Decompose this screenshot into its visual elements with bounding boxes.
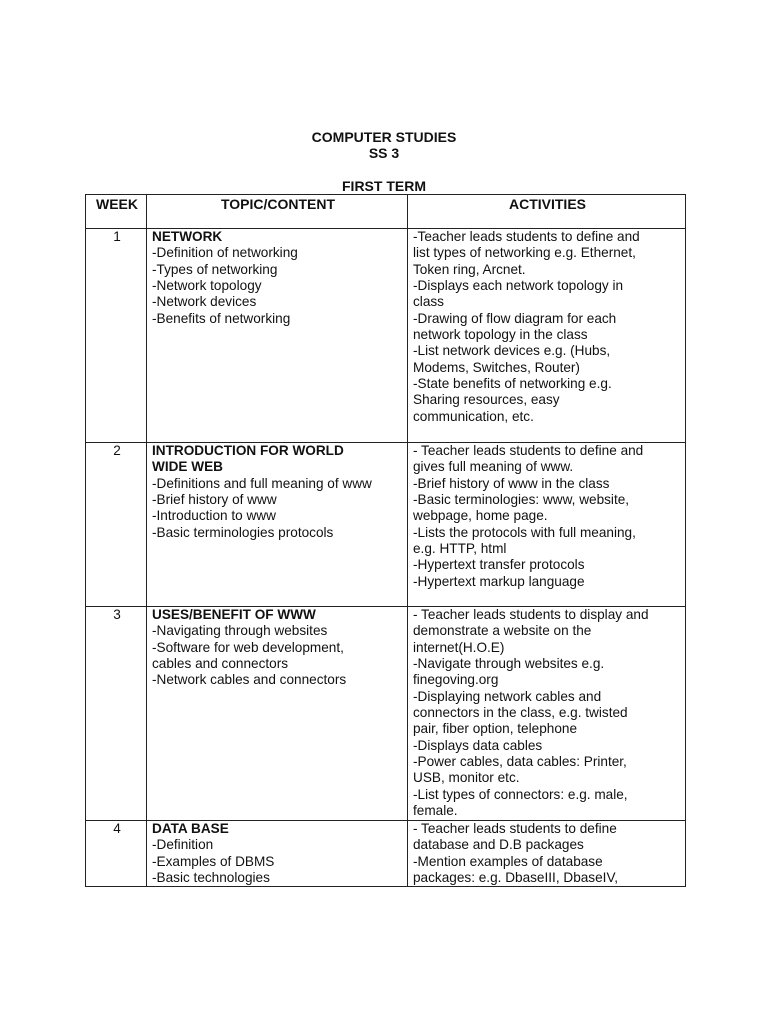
activity-line: -Power cables, data cables: Printer, [413, 754, 627, 770]
topic-line: cables and connectors [152, 656, 289, 672]
table-row [86, 821, 686, 887]
syllabus-table [85, 194, 686, 887]
activity-line: list types of networking e.g. Ethernet, [413, 245, 636, 261]
activity-line: -Brief history of www in the class [413, 475, 610, 491]
activity-line: USB, monitor etc. [413, 770, 520, 786]
activity-line: -Drawing of flow diagram for each [413, 310, 617, 326]
topic-line: -Basic technologies [152, 870, 270, 886]
topic-line: -Brief history of www [152, 492, 277, 508]
week-number: 3 [86, 607, 147, 821]
table-header-row [86, 195, 686, 229]
document-title: COMPUTER STUDIES [311, 129, 457, 145]
activity-line: - Teacher leads students to define and [413, 443, 644, 458]
activity-line: -Mention examples of database [413, 853, 603, 869]
topic-cell [147, 607, 408, 821]
activities-cell [408, 443, 686, 607]
activity-line: -Hypertext markup language [413, 573, 585, 589]
activity-line: Sharing resources, easy [413, 392, 560, 408]
week-number: 4 [86, 821, 147, 887]
activity-line: - Teacher leads students to define [413, 821, 617, 836]
activity-line: -Hypertext transfer protocols [413, 557, 585, 573]
topic-line: -Definition [152, 837, 214, 853]
topic-heading: WIDE WEB [152, 459, 223, 475]
topic-line: -Types of networking [152, 261, 278, 277]
topic-line: -Definitions and full meaning of www [152, 475, 372, 491]
activity-line: packages: e.g. DbaseIII, DbaseIV, [413, 870, 619, 886]
activity-line: demonstrate a website on the [413, 623, 592, 639]
activities-cell [408, 229, 686, 443]
table-row [86, 443, 686, 607]
class-level: SS 3 [368, 145, 400, 161]
topic-line: -Introduction to www [152, 508, 276, 524]
activity-line: internet(H.O.E) [413, 639, 505, 655]
topic-cell [147, 821, 408, 887]
topic-line: -Software for web development, [152, 639, 344, 655]
header-activities: ACTIVITIES [408, 195, 686, 229]
activity-line: -Displaying network cables and [413, 688, 602, 704]
topic-line: -Navigating through websites [152, 623, 328, 639]
activity-line: Modems, Switches, Router) [413, 359, 580, 375]
activity-line: pair, fiber option, telephone [413, 721, 578, 737]
activity-line: -Teacher leads students to define and [413, 229, 640, 244]
activity-line: -Navigate through websites e.g. [413, 656, 605, 672]
activity-line: -Displays each network topology in [413, 278, 624, 294]
activity-line: female. [413, 803, 458, 819]
activity-line: -List types of connectors: e.g. male, [413, 786, 628, 802]
topic-line: -Definition of networking [152, 245, 298, 261]
topic-heading: USES/BENEFIT OF WWW [152, 607, 316, 622]
activities-cell-content [413, 821, 682, 886]
topic-line: -Network devices [152, 294, 257, 310]
header-topic: TOPIC/CONTENT [147, 195, 408, 229]
term-heading: FIRST TERM [342, 178, 426, 194]
activities-cell [408, 821, 686, 887]
activity-line: e.g. HTTP, html [413, 541, 507, 557]
activity-line: -State benefits of networking e.g. [413, 376, 612, 392]
activity-line: webpage, home page. [413, 508, 548, 524]
topic-cell [147, 229, 408, 443]
activity-line: network topology in the class [413, 327, 588, 343]
week-number: 2 [86, 443, 147, 607]
activities-cell [408, 607, 686, 821]
activity-line: connectors in the class, e.g. twisted [413, 705, 628, 721]
header-week: WEEK [86, 195, 147, 229]
activity-line: -Displays data cables [413, 737, 543, 753]
table-row [86, 607, 686, 821]
topic-cell [147, 443, 408, 607]
topic-line: -Examples of DBMS [152, 853, 275, 869]
topic-heading: NETWORK [152, 229, 223, 244]
activity-line: finegoving.org [413, 672, 499, 688]
activity-line: - Teacher leads students to display and [413, 607, 649, 622]
activity-line: database and D.B packages [413, 837, 584, 853]
activity-line: -Lists the protocols with full meaning, [413, 524, 636, 540]
topic-line: -Benefits of networking [152, 310, 291, 326]
topic-line: -Network topology [152, 278, 262, 294]
activity-line: Token ring, Arcnet. [413, 261, 526, 277]
activity-line: class [413, 294, 444, 310]
activity-line: communication, etc. [413, 408, 534, 424]
activity-line: -Basic terminologies: www, website, [413, 492, 630, 508]
activity-line: -List network devices e.g. (Hubs, [413, 343, 611, 359]
topic-heading: DATA BASE [152, 821, 229, 836]
week-number: 1 [86, 229, 147, 443]
topic-heading: INTRODUCTION FOR WORLD [152, 443, 344, 458]
topic-cell-content [152, 821, 404, 886]
topic-line: -Basic terminologies protocols [152, 524, 334, 540]
activity-line: gives full meaning of www. [413, 459, 574, 475]
topic-line: -Network cables and connectors [152, 672, 347, 688]
table-row [86, 229, 686, 443]
